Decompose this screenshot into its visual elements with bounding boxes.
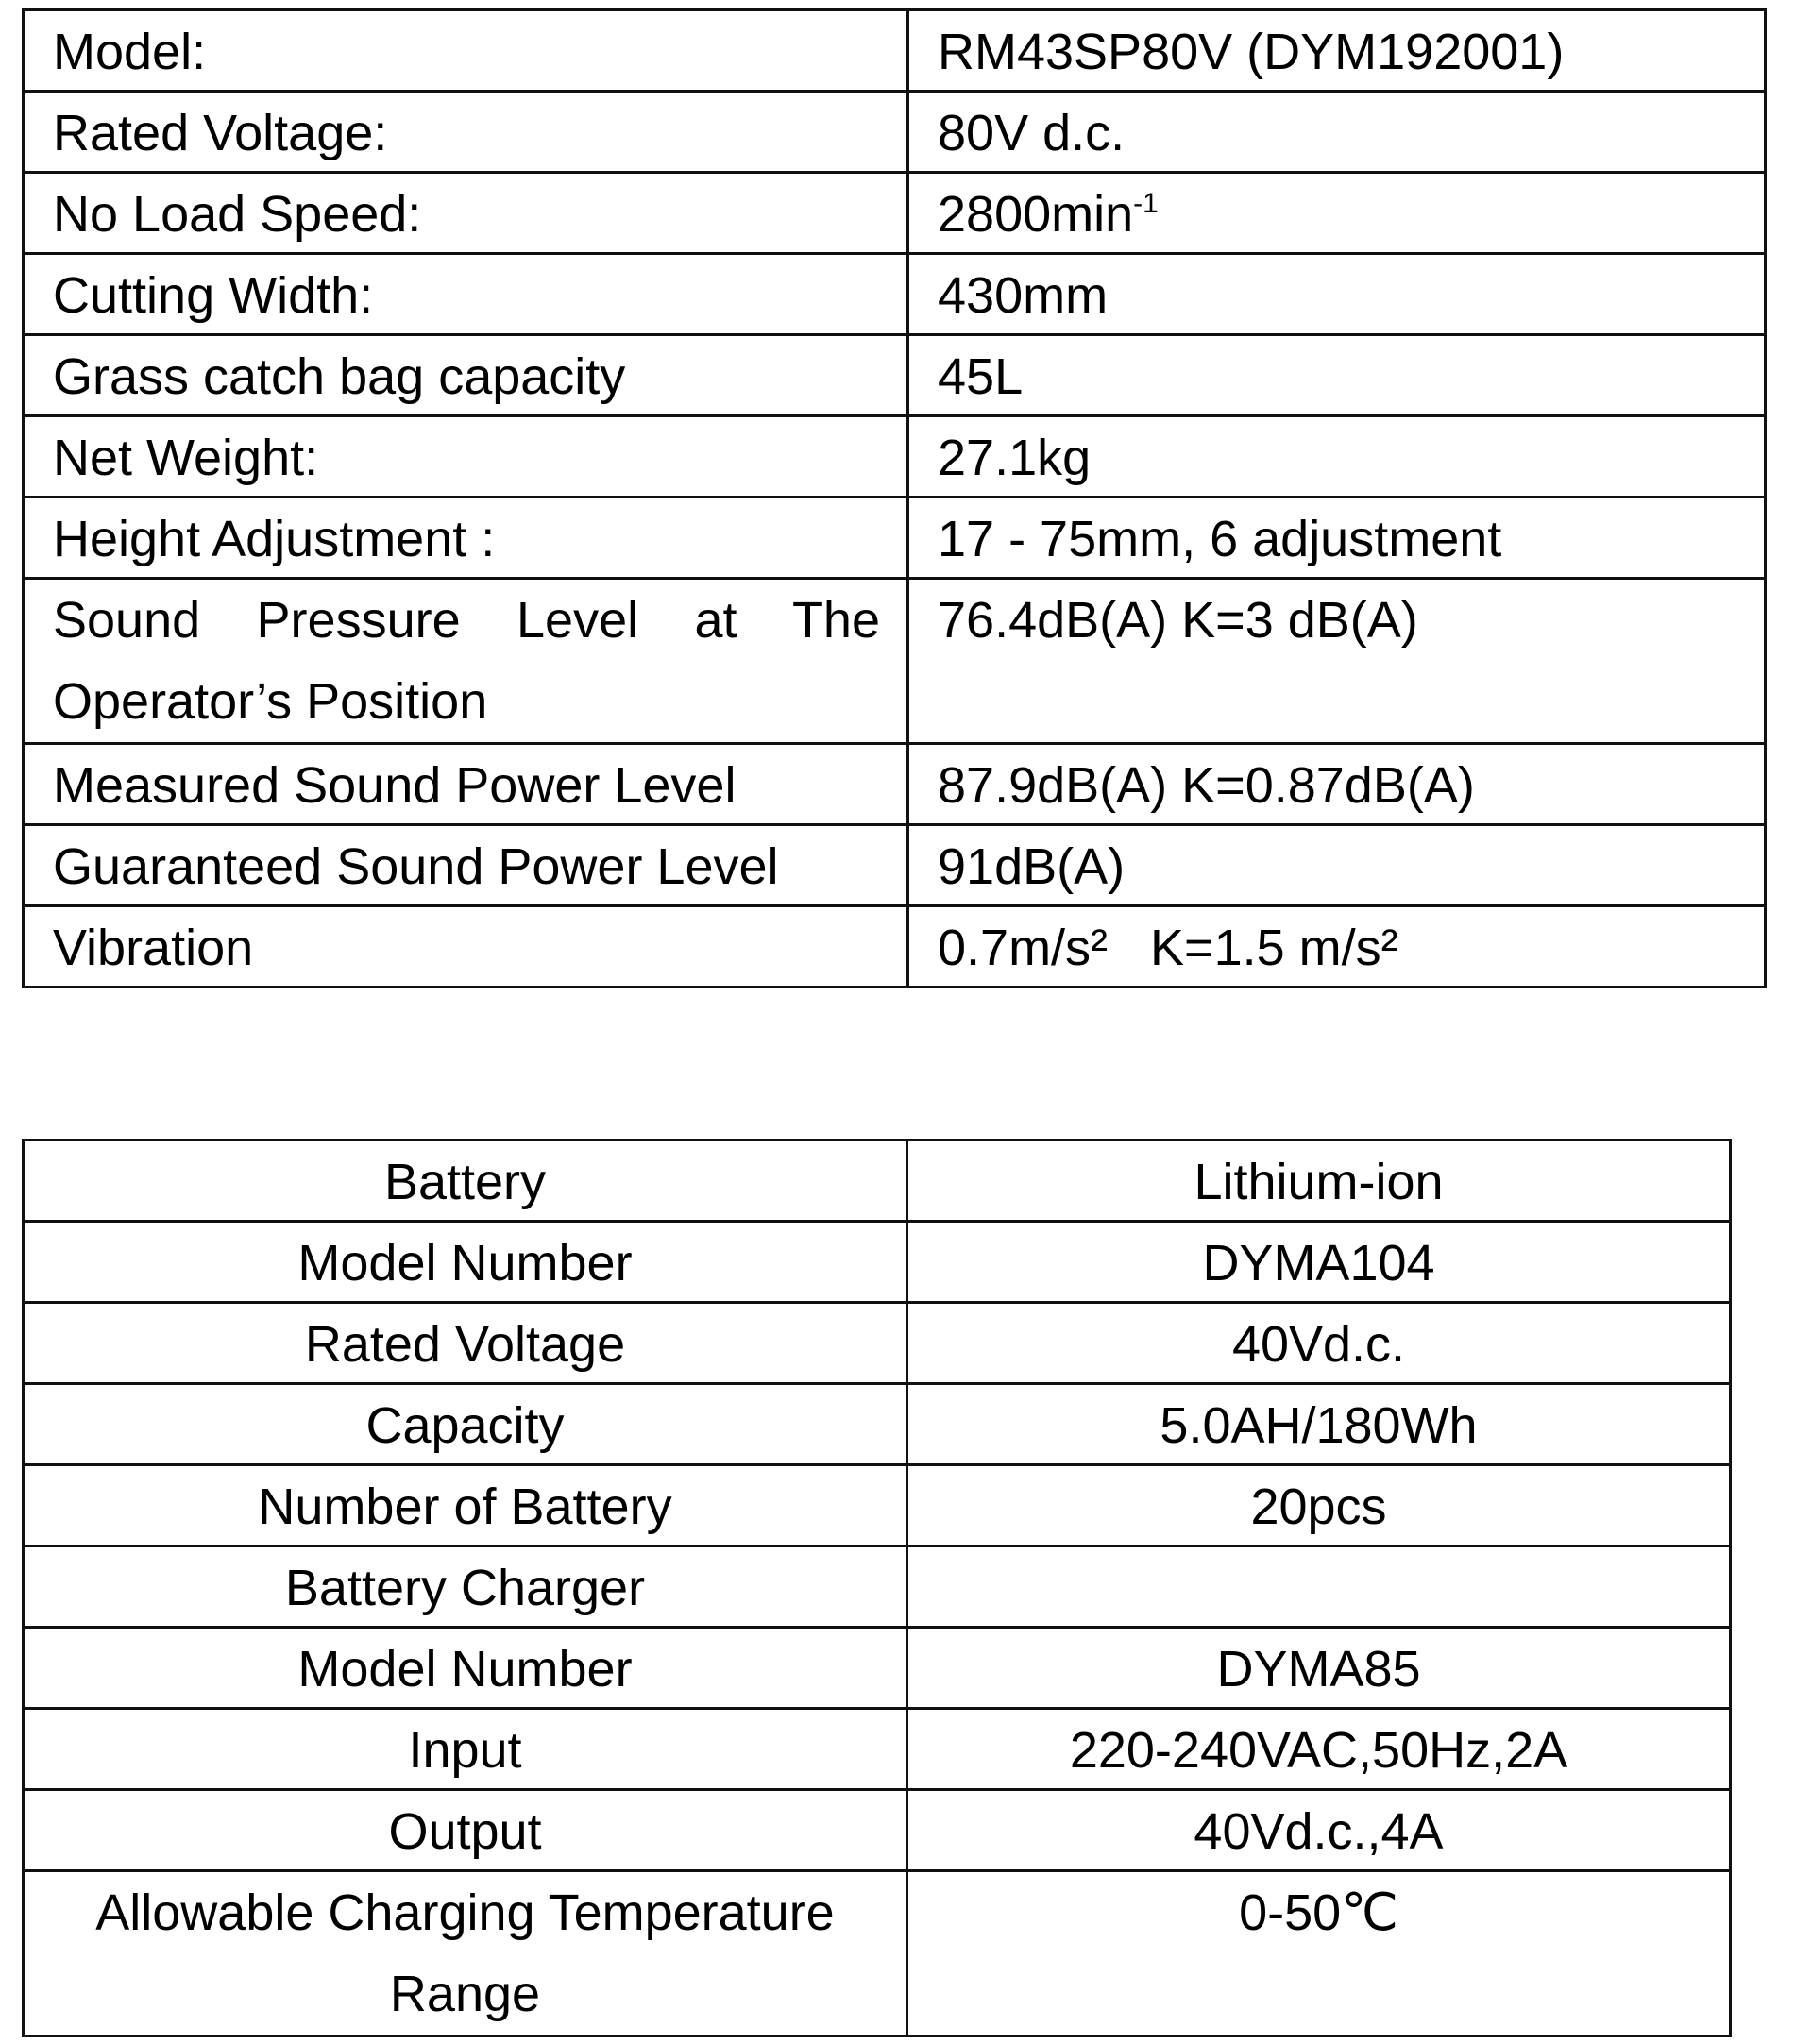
spec-label: Guaranteed Sound Power Level — [24, 825, 908, 906]
table-row — [24, 416, 1766, 498]
table-row — [24, 1303, 1731, 1384]
spec-value: DYMA104 — [907, 1222, 1731, 1303]
table-row — [24, 1871, 1731, 2036]
spec-value: 5.0AH/180Wh — [907, 1384, 1731, 1465]
spec-value: 87.9dB(A) K=0.87dB(A) — [908, 744, 1766, 825]
spec-value: 20pcs — [907, 1465, 1731, 1546]
spec-value-text: 2800min — [938, 186, 1134, 243]
table-row — [24, 1790, 1731, 1871]
spec-label: Battery — [24, 1140, 907, 1222]
spec-value — [907, 1546, 1731, 1628]
spec-label: Capacity — [24, 1384, 907, 1465]
table-row — [24, 579, 1766, 744]
spec-value — [908, 173, 1766, 254]
table-row — [24, 10, 1766, 92]
table-row — [24, 335, 1766, 416]
spec-value: 40Vd.c.,4A — [907, 1790, 1731, 1871]
spec-label: Rated Voltage: — [24, 92, 908, 173]
spec-label: No Load Speed: — [24, 173, 908, 254]
spec-label: Allowable Charging Temperature Range — [24, 1871, 907, 2036]
spec-label: Output — [24, 1790, 907, 1871]
spec-value: 80V d.c. — [908, 92, 1766, 173]
spec-label: Number of Battery — [24, 1465, 907, 1546]
spec-value: 40Vd.c. — [907, 1303, 1731, 1384]
spec-label: Measured Sound Power Level — [24, 744, 908, 825]
spec-label: Input — [24, 1709, 907, 1790]
table-row — [24, 1384, 1731, 1465]
spec-label: Sound Pressure Level at The Operator’s Position — [24, 579, 908, 744]
table-row — [24, 825, 1766, 906]
spec-label: Battery Charger — [24, 1546, 907, 1628]
spec-label: Rated Voltage — [24, 1303, 907, 1384]
spec-label: Model Number — [24, 1628, 907, 1709]
spec-value: 76.4dB(A) K=3 dB(A) — [908, 579, 1766, 744]
table-row — [24, 1465, 1731, 1546]
spec-label: Cutting Width: — [24, 254, 908, 335]
table-row — [24, 1628, 1731, 1709]
spec-value: Lithium-ion — [907, 1140, 1731, 1222]
spec-value-text: 0-50 — [1239, 1884, 1342, 1941]
table-row — [24, 254, 1766, 335]
spec-value-superscript: -1 — [1133, 188, 1159, 219]
spec-value: 220-240VAC,50Hz,2A — [907, 1709, 1731, 1790]
table-row — [24, 1222, 1731, 1303]
table-row — [24, 1709, 1731, 1790]
table-row — [24, 1546, 1731, 1628]
spec-value: 45L — [908, 335, 1766, 416]
spec-label: Grass catch bag capacity — [24, 335, 908, 416]
spec-value: 17 - 75mm, 6 adjustment — [908, 498, 1766, 579]
motor-spec-table — [22, 8, 1767, 988]
spec-label: Vibration — [24, 906, 908, 988]
table-row — [24, 173, 1766, 254]
table-row — [24, 92, 1766, 173]
spec-value — [907, 1871, 1731, 2036]
spec-label: Model Number — [24, 1222, 907, 1303]
spec-value: 91dB(A) — [908, 825, 1766, 906]
spec-value: DYMA85 — [907, 1628, 1731, 1709]
spec-value: 430mm — [908, 254, 1766, 335]
table-row — [24, 1140, 1731, 1222]
battery-spec-table — [22, 1139, 1732, 2037]
spec-value: 27.1kg — [908, 416, 1766, 498]
spec-label: Model: — [24, 10, 908, 92]
table-row — [24, 744, 1766, 825]
spec-label: Height Adjustment : — [24, 498, 908, 579]
spec-value: 0.7m/s² K=1.5 m/s² — [908, 906, 1766, 988]
table-row — [24, 498, 1766, 579]
celsius-unit: ℃ — [1341, 1884, 1398, 1941]
spec-label: Net Weight: — [24, 416, 908, 498]
spec-value: RM43SP80V (DYM192001) — [908, 10, 1766, 92]
table-row — [24, 906, 1766, 988]
